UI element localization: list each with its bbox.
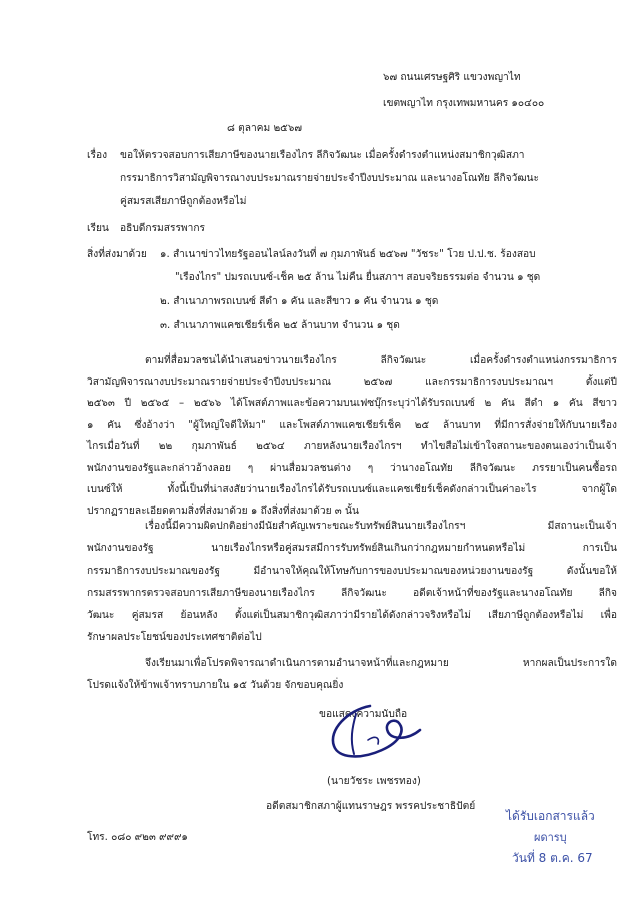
- subject-line-2: กรรมาธิการวิสามัญพิจารณางบประมาณรายจ่ายประจำปีงบประมาณ และนางอโณทัย ลีกิจวัฒนะ: [120, 173, 539, 184]
- paragraph-2-line: พนักงานของรัฐ นายเรืองไกรหรือคู่สมรสมีการรับทรัพย์สินเกินกว่ากฎหมายกำหนดหรือไม่ การเป็น: [87, 543, 617, 555]
- paragraph-1-line: ๒๕๖๓ ปี ๒๕๖๕ – ๒๕๖๖ ได้โพสต์ภาพและข้อความบนเฟซบุ๊กระบุว่าได้รับรถเบนซ์ ๒ คัน สีดำ ๑ คัน สีขาว: [87, 398, 617, 409]
- paragraph-2-line: เรื่องนี้มีความผิดปกติอย่างมีนัยสำคัญเพราะขณะรับทรัพย์สินนายเรืองไกรฯ มีสถานะเป็นเจ้า: [145, 521, 617, 532]
- address-line-1: ๖๗ ถนนเศรษฐศิริ แขวงพญาไท: [383, 72, 521, 83]
- attachment-3: ๓. สำเนาภาพแคชเชียร์เช็ค ๒๕ ล้านบาท จำนวน ๑ ชุด: [160, 320, 400, 331]
- to-label: เรียน: [87, 223, 109, 234]
- address-line-2: เขตพญาไท กรุงเทพมหานคร ๑๐๔๐๐: [383, 98, 545, 109]
- paragraph-1: [87, 350, 617, 522]
- stamp-received-text: ได้รับเอกสารแล้ว: [506, 809, 595, 823]
- received-stamp: [506, 806, 624, 876]
- subject-line-1: ขอให้ตรวจสอบการเสียภาษีของนายเรืองไกร ลีกิจวัฒนะ เมื่อครั้งดำรงตำแหน่งสมาชิกวุฒิสภา: [120, 150, 525, 161]
- paragraph-2-line: กรรมาธิการงบประมาณของรัฐ มีอำนาจให้คุณให้โทษกับการของบประมาณของหน่วยงานของรัฐ ดังนั้นขอให้: [87, 565, 617, 577]
- paragraph-1-line: ปรากฏรายละเอียดตามสิ่งที่ส่งมาด้วย ๑ ถึงสิ่งที่ส่งมาด้วย ๓ นั้น: [87, 505, 359, 517]
- attachment-2: ๒. สำเนาภาพรถเบนซ์ สีดำ ๑ คัน และสีขาว ๑ คัน จำนวน ๑ ชุด: [160, 296, 439, 307]
- paragraph-2-line: กรมสรรพากรตรวจสอบการเสียภาษีของนายเรืองไกร ลีกิจวัฒนะ อดีตเจ้าหน้าที่ของรัฐและนางอโณทัย ลีกิจ: [87, 587, 617, 599]
- paragraph-2-line: วัฒนะ คู่สมรส ย้อนหลัง ตั้งแต่เป็นสมาชิกวุฒิสภาว่ามีรายได้ดังกล่าวจริงหรือไม่ เสียภาษีถูกต้องหรือไม่ เพื่อ: [87, 610, 617, 622]
- attachment-1-line-2: "เรืองไกร" ปมรถเบนซ์-เช็ค ๒๕ ล้าน ไม่คืน ยื่นสภาฯ สอบจริยธรรมต่อ จำนวน ๑ ชุด: [175, 272, 541, 283]
- handwritten-signature: [308, 700, 428, 766]
- to-recipient: อธิบดีกรมสรรพากร: [120, 223, 206, 234]
- attachment-1-line-1: ๑. สำเนาข่าวไทยรัฐออนไลน์ลงวันที่ ๗ กุมภาพันธ์ ๒๕๖๗ "วัชระ" โวย ป.ป.ช. ร้องสอบ: [160, 249, 536, 260]
- attachments-label: สิ่งที่ส่งมาด้วย: [87, 249, 147, 260]
- paragraph-3-line: จึงเรียนมาเพื่อโปรดพิจารณาดำเนินการตามอำนาจหน้าที่และกฎหมาย หากผลเป็นประการใด: [145, 658, 617, 669]
- closing: ขอแสดงความนับถือ: [319, 709, 408, 720]
- paragraph-2: [87, 516, 617, 650]
- paragraph-1-line: ตามที่สื่อมวลชนได้นำเสนอข่าวนายเรืองไกร ลีกิจวัฒนะ เมื่อครั้งดำรงตำแหน่งกรรมาธิการ: [145, 355, 617, 366]
- signer-name: (นายวัชระ เพชรทอง): [327, 776, 421, 787]
- paragraph-3: [87, 653, 617, 697]
- subject-line-3: คู่สมรสเสียภาษีถูกต้องหรือไม่: [120, 196, 247, 207]
- subject-label: เรื่อง: [87, 150, 108, 161]
- paragraph-1-line: พนักงานของรัฐและกล่าวอ้างลอย ๆ ผ่านสื่อมวลชนต่าง ๆ ว่านางอโณทัย ลีกิจวัฒนะ ภรรยาเป็นคนซื้อรถ: [87, 462, 617, 474]
- paragraph-3-line: โปรดแจ้งให้ข้าพเจ้าทราบภายใน ๑๕ วันด้วย จักขอบคุณยิ่ง: [87, 680, 344, 691]
- paragraph-1-line: วิสามัญพิจารณางบประมาณรายจ่ายประจำปีงบประมาณ ๒๕๖๗ และกรรมาธิการงบประมาณฯ ตั้งแต่ปี: [87, 376, 617, 388]
- paragraph-1-line: ๑ คัน ซึ่งอ้างว่า "ผู้ใหญ่ใจดีให้มา" และโพสต์ภาพแคชเชียร์เช็ค ๒๕ ล้านบาท ที่มีการสั่งจ่ายให้กับนายเรือง: [87, 419, 617, 431]
- stamp-receiver-signature: ผดารบุ: [534, 831, 567, 844]
- stamp-date: วันที่ 8 ต.ค. 67: [512, 851, 593, 865]
- letter-date: ๘ ตุลาคม ๒๕๖๗: [227, 123, 302, 134]
- paragraph-2-line: รักษาผลประโยชน์ของประเทศชาติต่อไป: [87, 632, 262, 644]
- signer-title: อดีตสมาชิกสภาผู้แทนราษฎร พรรคประชาธิปัตย์: [266, 801, 476, 812]
- paragraph-1-line: ไกรเมื่อวันที่ ๒๒ กุมภาพันธ์ ๒๕๖๔ ภายหลังนายเรืองไกรฯ ทำไขสือไม่เข้าใจสถานะของตนเองว่าเป็นเจ้า: [87, 441, 617, 452]
- paragraph-1-line: เบนซ์ให้ ทั้งนี้เป็นที่น่าสงสัยว่านายเรืองไกรได้รับรถเบนซ์และแคชเชียร์เช็คดังกล่าวเป็นค่าอะไร จากผู้ใด: [87, 484, 617, 495]
- phone-number: โทร. ๐๘๐ ๙๒๓ ๙๙๙๑: [87, 832, 188, 843]
